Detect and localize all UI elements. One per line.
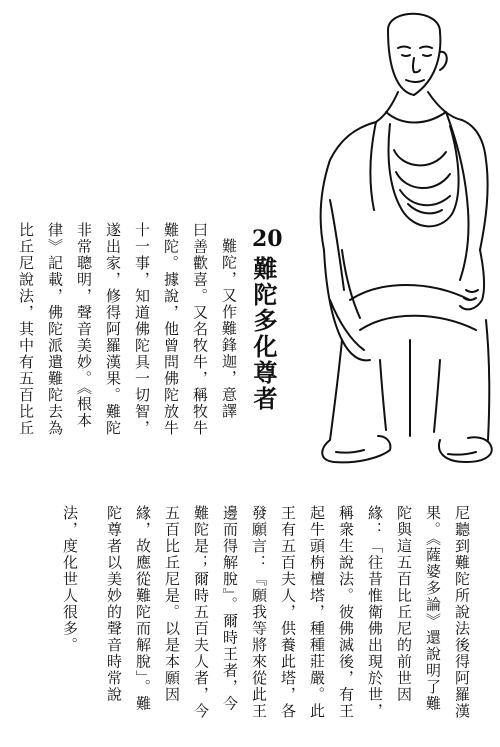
text-column: 發願言：『願我等將來從此王 — [250, 505, 268, 720]
text-column: 五百比丘尼是。以是本願因 — [163, 505, 181, 703]
text-column: 邊而得解脫』。爾時王者，今 — [221, 505, 239, 712]
text-column: 難陀，又作難鋒迦，意譯 — [220, 238, 238, 420]
text-column: 果。《薩婆多論》還說明了難 — [424, 505, 442, 712]
text-column: 起牛頭栴檀塔，種種莊嚴。此 — [308, 505, 326, 720]
text-column: 難陀。據說，他曾問佛陀放牛 — [162, 222, 180, 437]
text-column: 十一事，知道佛陀具一切智， — [133, 222, 151, 437]
text-column: 遂出家，修得阿羅漢果。難陀 — [104, 222, 122, 437]
arhat-illustration — [290, 0, 500, 480]
text-column: 難陀是；爾時五百夫人者，今 — [192, 505, 210, 720]
text-column: 緣：「往昔惟衛佛出現於世， — [366, 505, 384, 720]
text-column: 陀尊者以美妙的聲音時常說 — [105, 505, 123, 703]
text-column: 尼聽到難陀所說法後得阿羅漢 — [453, 505, 471, 720]
text-column: 緣，故應從難陀而解脫」。難 — [134, 505, 152, 712]
text-column: 曰善歡喜。又名牧牛，稱牧牛 — [191, 222, 209, 437]
entry-title: 難陀多化尊者 — [249, 256, 278, 412]
text-column: 稱衆生說法。彼佛滅後，有王 — [337, 505, 355, 720]
text-column: 律》記載，佛陀派遣難陀去為 — [46, 222, 64, 437]
text-column: 非常聰明，聲音美妙。《根本 — [75, 222, 93, 429]
entry-number: 20 — [252, 226, 283, 252]
text-column: 王有五百夫人，供養此塔，各 — [279, 505, 297, 720]
text-column: 法，度化世人很多。 — [61, 505, 79, 654]
text-column: 比丘尼說法，其中有五百比丘 — [17, 222, 35, 437]
text-column: 陀與這五百比丘尼的前世因 — [395, 505, 413, 703]
